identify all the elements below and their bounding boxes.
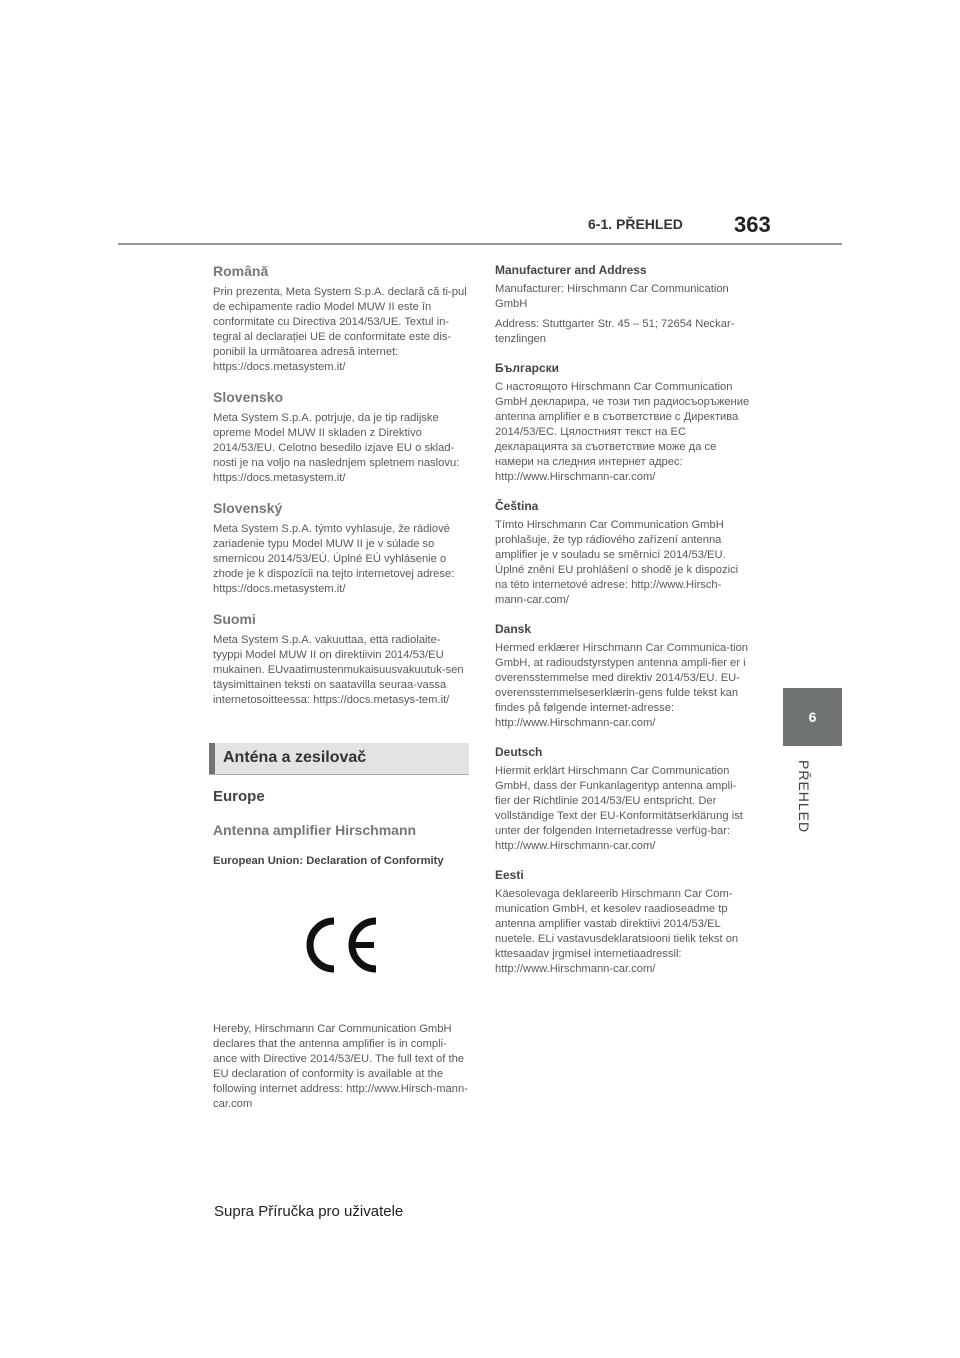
lang-block-deutsch — [495, 745, 751, 854]
lang-heading: Română — [213, 263, 269, 279]
lang-text: Meta System S.p.A. týmto vyhlasuje, že rádiové zariadenie typu Model MUW II je v súlade so smernicou 2014/53/EÚ. Úplné EÚ vyhlásenie o zhode je k dispozícii na tejto internetovej adrese: https://docs.metasystem.it/ — [213, 523, 455, 595]
section-heading: Eesti — [495, 868, 524, 882]
lang-block-manufacturer — [495, 263, 751, 347]
lang-block-cestina — [495, 499, 751, 608]
eu-declaration-heading: European Union: Declaration of Conformity — [213, 855, 444, 867]
section-underline — [209, 774, 469, 775]
lang-block-romana — [213, 263, 469, 375]
lang-block-suomi — [213, 611, 469, 708]
footer-manual-title: Supra Příručka pro uživatele — [214, 1203, 404, 1220]
antenna-heading: Antenna amplifier Hirschmann — [213, 822, 417, 838]
header-rule — [118, 243, 842, 245]
section-heading: Manufacturer and Address — [495, 263, 647, 277]
lang-text: Käesolevaga deklareerib Hirschmann Car Com-munication GmbH, et kesolev raadioseadme tp antenna amplifier vastab direktiivi 2014/53/EL nuetele. ELi vastavusdeklaratsiooni tielik tekst on kttesaadav jrgmisel internetiaadressil: http://www.Hirschmann-car.com/ — [495, 888, 739, 975]
section-heading: Dansk — [495, 622, 532, 636]
chapter-tab-label: PŘEHLED — [796, 760, 812, 834]
right-column — [495, 263, 751, 991]
lang-heading: Suomi — [213, 611, 256, 627]
section-heading: Deutsch — [495, 745, 543, 759]
section-heading: Čeština — [495, 499, 539, 513]
lang-block-slovensky — [213, 500, 469, 597]
lang-text: Manufacturer: Hirschmann Car Communication GmbH — [495, 283, 729, 310]
lang-text: Meta System S.p.A. vakuuttaa, että radiolaite-tyyppi Model MUW II on direktiivin 2014/53/EU mukainen. EUvaatimustenmukaisuusvakuutuk-sen täysimittainen teksti on saatavilla seuraa-vassa internetosoitteessa: https://docs.metasys-tem.it/ — [213, 634, 464, 706]
left-column — [213, 263, 469, 722]
lang-heading: Slovenský — [213, 500, 283, 516]
header-title: 6-1. PŘEHLED — [588, 216, 683, 232]
hereby-text: Hereby, Hirschmann Car Communication GmbH declares that the antenna amplifier is in compli-ance with Directive 2014/53/EU. The full text of the EU declaration of conformity is available at the following internet address: http://www.Hirsch-mann-car.com — [213, 1023, 468, 1110]
lang-block-dansk — [495, 622, 751, 731]
lang-text: Hiermit erklärt Hirschmann Car Communication GmbH, dass der Funkanlagentyp antenna ampli-fier der Richtlinie 2014/53/EU entspricht. Der vollständige Text der EU-Konformitätserklärung ist unter der folgenden Internetadresse verfüg-bar: http://www.Hirschmann-car.com/ — [495, 765, 743, 852]
lang-text: Address: Stuttgarter Str. 45 – 51; 72654 Neckar-tenzlingen — [495, 318, 735, 345]
lang-text: Tímto Hirschmann Car Communication GmbH prohlašuje, že typ rádiového zařízení antenna amplifier je v souladu se směrnicí 2014/53/EU. Úplné znění EU prohlášení o shodě je k dispozici na této internetové adrese: http://www.Hirsch-mann-car.com/ — [495, 519, 739, 606]
hereby-block — [213, 1022, 469, 1126]
lang-text: С настоящото Hirschmann Car Communication GmbH декларира, че този тип радиосъоръжение antenna amplifier е в съответствие с Директива 2014/53/ЕС. Цялостният текст на ЕС декларацията за съответствие може да се намери на следния интернет адрес: http://www.Hirschmann-car.com/ — [495, 381, 750, 483]
section-title: Anténa a zesilovač — [209, 743, 469, 775]
page-number: 363 — [734, 212, 771, 237]
lang-text: Meta System S.p.A. potrjuje, da je tip radijske opreme Model MUW II skladen z Direktivo 2014/53/EU. Celotno besedilo izjave EU o sklad-nosti je na voljo na naslednjem spletnem naslovu: https://docs.metasystem.it/ — [213, 412, 460, 484]
ce-mark-icon — [300, 916, 380, 974]
section-heading: Български — [495, 361, 560, 375]
europe-heading: Europe — [213, 788, 265, 805]
chapter-tab[interactable]: 6 — [783, 688, 842, 746]
lang-block-eesti — [495, 868, 751, 977]
lang-block-slovensko — [213, 389, 469, 486]
lang-text: Prin prezenta, Meta System S.p.A. declară că ti-pul de echipamente radio Model MUW II este în conformitate cu Directiva 2014/53/UE. Textul in-tegral al declarației UE de conformitate este dis-ponibil la următoarea adresă internet: https://docs.metasystem.it/ — [213, 286, 467, 373]
lang-block-bulgarian — [495, 361, 751, 485]
lang-text: Hermed erklærer Hirschmann Car Communica-tion GmbH, at radioudstyrstypen antenna ampli-fier er i overensstemmelse med direktiv 2014/53/EU. EU-overensstemmelseserklærin-gens fulde tekst kan findes på følgende internet-adresse: http://www.Hirschmann-car.com/ — [495, 642, 749, 729]
lang-heading: Slovensko — [213, 389, 284, 405]
